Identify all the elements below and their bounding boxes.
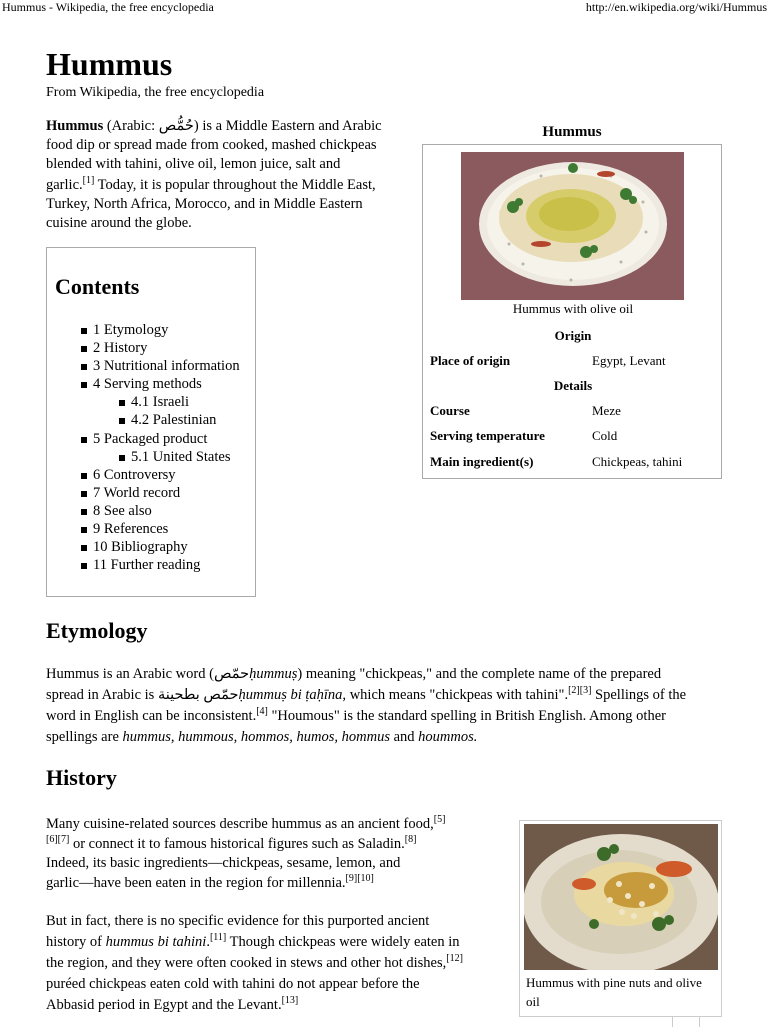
toc-heading: Contents [55, 274, 140, 299]
history-paragraph-1: Many cuisine-related sources describe hummus as an ancient food,[5] [6][7] or connect it to famous historical figures such as Saladin.[8] Indeed, its basic ingredients—chickpeas, sesame, lemon, and garlic—have been eaten in the region for millennia.[9][10] [46, 814, 446, 891]
section-heading-etymology: Etymology [46, 618, 148, 643]
print-header-url[interactable]: http://en.wikipedia.org/wiki/Hummus [585, 0, 767, 14]
infobox: Hummus with olive oil Origin Place of origin Egypt, Levant Details Course Meze Serving temperature Cold Main ingredient(s) Chickpeas, tahini [422, 144, 722, 479]
intro-paragraph: Hummus (Arabic: حُمُّص) is a Middle Eastern and Arabic food dip or spread made from cooked, mashed chickpeas blended with tahini, olive oil, lemon juice, salt and garlic.[1] Today, it is popular throughout the Middle East, Turkey, North Africa, Morocco, and in Middle Eastern cuisine around the globe. [46, 118, 382, 231]
page-title: Hummus [46, 46, 173, 82]
toc-item-controversy[interactable]: 6 Controversy [81, 466, 240, 484]
ref-link[interactable]: [2][3] [568, 685, 592, 696]
infobox-image-caption: Hummus with olive oil [512, 301, 634, 316]
toc-item-israeli[interactable]: 4.1 Israeli [119, 393, 240, 411]
page-corner-mark [672, 1016, 700, 1027]
thumbnail-figure [519, 820, 722, 1017]
ref-link[interactable]: [11] [209, 932, 227, 943]
toc-item-packaged-product[interactable]: 5 Packaged product [81, 430, 240, 448]
ref-link[interactable]: [8] [404, 833, 417, 845]
toc-item-history[interactable]: 2 History [81, 339, 240, 357]
toc-item-references[interactable]: 9 References [81, 520, 240, 538]
toc-item-nutrition[interactable]: 3 Nutritional information [81, 357, 240, 375]
toc-item-further-reading[interactable]: 11 Further reading [81, 556, 240, 574]
hummus-plate-image[interactable] [461, 152, 684, 300]
toc-item-palestinian[interactable]: 4.2 Palestinian [119, 411, 240, 429]
print-header-title: Hummus - Wikipedia, the free encyclopedia [2, 0, 214, 14]
toc-item-etymology[interactable]: 1 Etymology [81, 321, 240, 339]
toc-item-serving-methods[interactable]: 4 Serving methods [81, 375, 240, 393]
ref-link[interactable]: [4] [256, 706, 268, 717]
toc-item-see-also[interactable]: 8 See also [81, 502, 240, 520]
intro-bold-term: Hummus [46, 118, 104, 134]
toc-item-world-record[interactable]: 7 World record [81, 484, 240, 502]
ref-link[interactable]: [9][10] [345, 872, 374, 884]
toc-list [81, 321, 240, 574]
ref-link[interactable]: [12] [446, 953, 463, 964]
section-heading-history: History [46, 765, 117, 790]
infobox-origin-heading: Origin [554, 328, 592, 343]
table-of-contents [46, 247, 256, 597]
etymology-paragraph: Hummus is an Arabic word (حمّصḥummuṣ) meaning "chickpeas," and the complete name of the prepared spread in Arabic is حمّص بطحينةḥummuṣ bi ṭaḥīna, which means "chickpeas with tahini".[2][3] Spellings of the word in English can be inconsistent.[4] "Houmous" is the standard spelling in British English. Among other spellings are hummus, hummous, hommos, humos, hommus and hoummos. [46, 666, 687, 745]
ref-link[interactable]: [13] [281, 995, 299, 1006]
ref-link[interactable]: [5] [433, 814, 446, 825]
toc-item-united-states[interactable]: 5.1 United States [119, 448, 240, 466]
ref-link[interactable]: [1] [82, 175, 95, 186]
ref-link[interactable]: [6][7] [46, 833, 70, 845]
infobox-details-heading: Details [553, 378, 593, 393]
hummus-pine-nuts-image[interactable] [524, 824, 718, 970]
page-subtitle: From Wikipedia, the free encyclopedia [46, 85, 265, 100]
history-paragraph-2: But in fact, there is no specific evidence for this purported ancient history of hummus bi tahini.[11] Though chickpeas were widely eaten in the region, and they were often cooked in stews and other hot dishes,[12] puréed chickpeas eaten cold with tahini do not appear before the Abbasid period in Egypt and the Levant.[13] [46, 913, 463, 1013]
arabic-term: حُمُّص [158, 118, 194, 134]
thumbnail-caption: Hummus with pine nuts and olive oil [526, 975, 702, 1009]
toc-item-bibliography[interactable]: 10 Bibliography [81, 538, 240, 556]
infobox-caption: Hummus [542, 124, 602, 140]
